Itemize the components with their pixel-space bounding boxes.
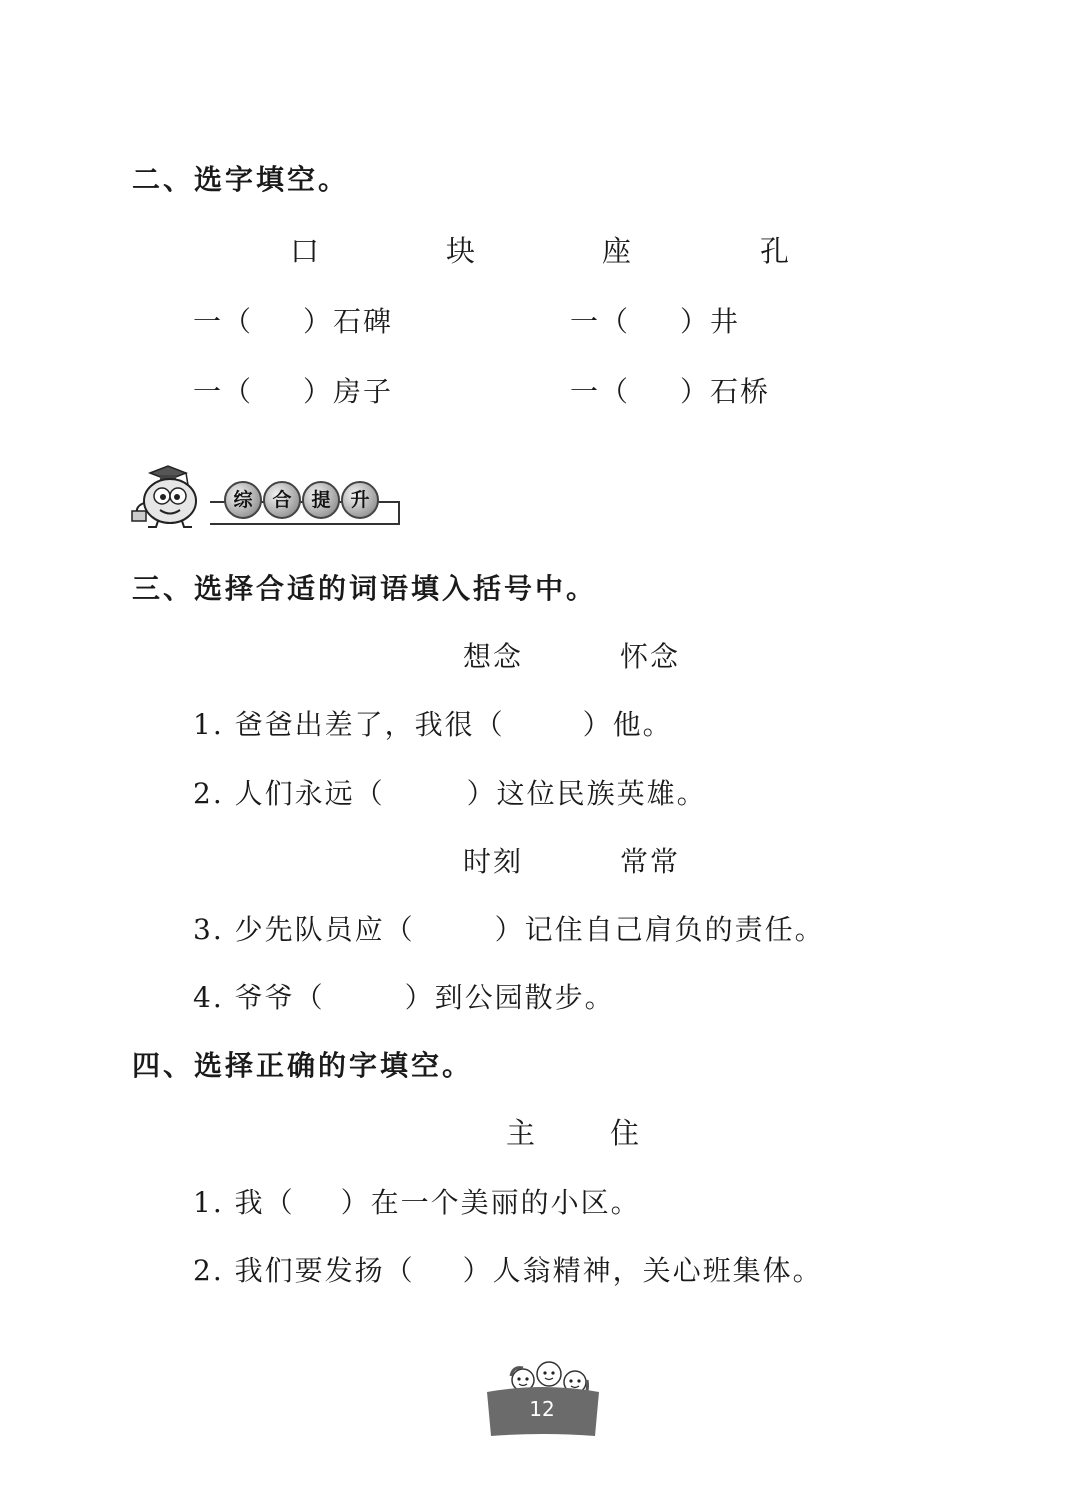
item-after: ）在一个美丽的小区。: [340, 1186, 641, 1219]
section-banner: [128, 463, 400, 529]
question-item: [193, 772, 707, 812]
item-number: 2.: [193, 1254, 224, 1287]
item-after: ）人翁精神，关心班集体。: [462, 1254, 823, 1287]
item-prefix: 一（: [570, 305, 631, 338]
item-prefix: 一（: [193, 375, 254, 408]
item-number: 1.: [193, 708, 224, 741]
item-suffix: ）房子: [303, 375, 394, 408]
banner-char: 升: [341, 481, 379, 519]
item-suffix: ）石碑: [303, 305, 394, 338]
question-item: [193, 976, 615, 1016]
item-after: ）记住自己肩负的责任。: [494, 913, 825, 946]
fill-item: [570, 300, 740, 340]
item-before: 人们永远（: [234, 777, 385, 810]
word-choice: 时刻: [463, 845, 524, 878]
item-number: 1.: [193, 1186, 224, 1219]
item-number: 3.: [193, 913, 224, 946]
fill-item: [193, 370, 393, 410]
item-number: 2.: [193, 777, 224, 810]
section-2-title: 二、选字填空。: [132, 163, 350, 196]
banner-char: 合: [263, 481, 301, 519]
item-before: 爷爷（: [234, 981, 325, 1014]
fill-item: [570, 370, 770, 410]
question-item: [193, 1181, 641, 1221]
word-choice: 常常: [620, 845, 681, 878]
word-choice: 想念: [463, 640, 524, 673]
section-3-title: 三、选择合适的词语填入括号中。: [132, 572, 598, 605]
item-prefix: 一（: [193, 305, 254, 338]
item-after: ）这位民族英雄。: [466, 777, 707, 810]
choice-char: 座: [602, 234, 632, 268]
item-prefix: 一（: [570, 375, 631, 408]
item-number: 4.: [193, 981, 224, 1014]
banner-char: 提: [302, 481, 340, 519]
item-suffix: ）石桥: [680, 375, 771, 408]
item-before: 我们要发扬（: [234, 1254, 415, 1287]
mascot-icon: [128, 463, 214, 529]
banner-char: 综: [224, 481, 262, 519]
choice-char: 主: [506, 1116, 536, 1150]
page-footer: [483, 1352, 603, 1438]
page-number: 12: [529, 1397, 555, 1421]
word-choice: 怀念: [620, 640, 681, 673]
choice-char: 住: [610, 1116, 640, 1150]
question-item: [193, 703, 673, 743]
question-item: [193, 1249, 823, 1289]
fill-item: [193, 300, 393, 340]
choice-char: 口: [290, 234, 320, 268]
item-suffix: ）井: [680, 305, 741, 338]
choice-char: 孔: [760, 234, 790, 268]
choice-char: 块: [446, 234, 476, 268]
item-after: ）他。: [582, 708, 673, 741]
section-4-title: 四、选择正确的字填空。: [132, 1049, 474, 1082]
item-before: 我（: [234, 1186, 295, 1219]
item-after: ）到公园散步。: [404, 981, 615, 1014]
question-item: [193, 908, 825, 948]
item-before: 少先队员应（: [234, 913, 415, 946]
item-before: 爸爸出差了，我很（: [234, 708, 505, 741]
